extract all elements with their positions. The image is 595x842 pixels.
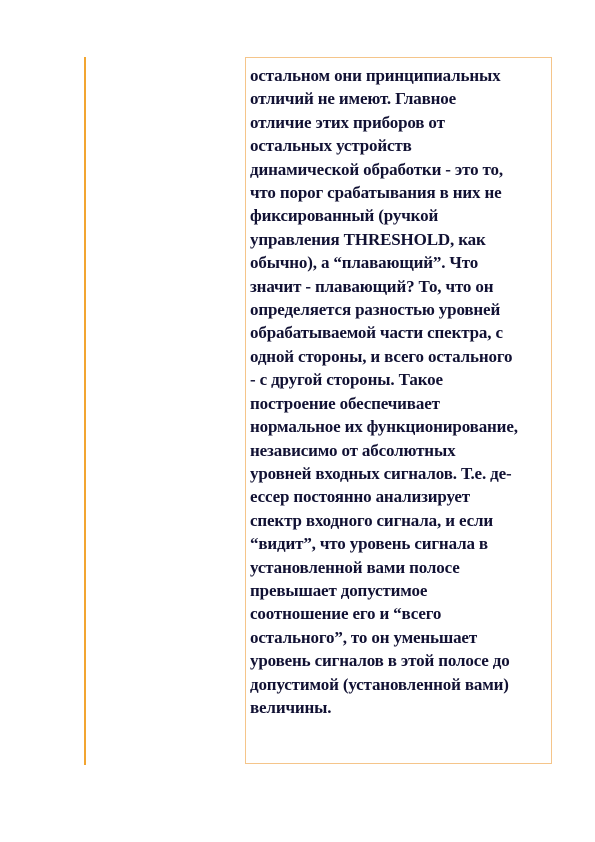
paragraph-line: соотношение его и “всего: [250, 604, 442, 624]
paragraph-line: отличие этих приборов от: [250, 112, 445, 132]
paragraph-line: уровень сигналов в этой полосе до: [250, 651, 510, 671]
paragraph-line: величины.: [250, 697, 332, 717]
margin-rule: [84, 57, 86, 765]
paragraph-line: что порог срабатывания в них не: [250, 183, 502, 203]
paragraph-line: обрабатываемой части спектра, с: [250, 323, 503, 343]
paragraph-line: нормальное их функционирование,: [250, 417, 518, 437]
paragraph-line: определяется разностью уровней: [250, 300, 501, 320]
paragraph-line: динамической обработки - это то,: [250, 159, 503, 179]
paragraph-line: обычно), а “плавающий”. Что: [250, 253, 479, 273]
paragraph-line: значит - плавающий? То, что он: [250, 276, 494, 296]
paragraph-line: фиксированный (ручкой: [250, 206, 439, 226]
paragraph-line: построение обеспечивает: [250, 393, 440, 413]
paragraph-line: превышает допустимое: [250, 580, 428, 600]
paragraph-line: одной стороны, и всего остального: [250, 346, 513, 366]
paragraph-line: уровней входных сигналов. Т.е. де-: [250, 463, 512, 483]
paragraph-line: независимо от абсолютных: [250, 440, 456, 460]
paragraph-line: управления THRESHOLD, как: [250, 229, 486, 249]
paragraph-line: “видит”, что уровень сигнала в: [250, 534, 488, 554]
paragraph-line: - с другой стороны. Такое: [250, 370, 443, 390]
paragraph-line: установленной вами полосе: [250, 557, 460, 577]
paragraph-line: допустимой (установленной вами): [250, 674, 509, 694]
paragraph-line: остальных устройств: [250, 136, 412, 156]
paragraph-line: остальном они принципиальных: [250, 66, 501, 85]
paragraph-line: отличий не имеют. Главное: [250, 89, 457, 109]
paragraph-line: ессер постоянно анализирует: [250, 487, 470, 507]
text-frame: [245, 57, 552, 764]
paragraph-line: спектр входного сигнала, и если: [250, 510, 493, 530]
paragraph-line: остального”, то он уменьшает: [250, 627, 478, 647]
